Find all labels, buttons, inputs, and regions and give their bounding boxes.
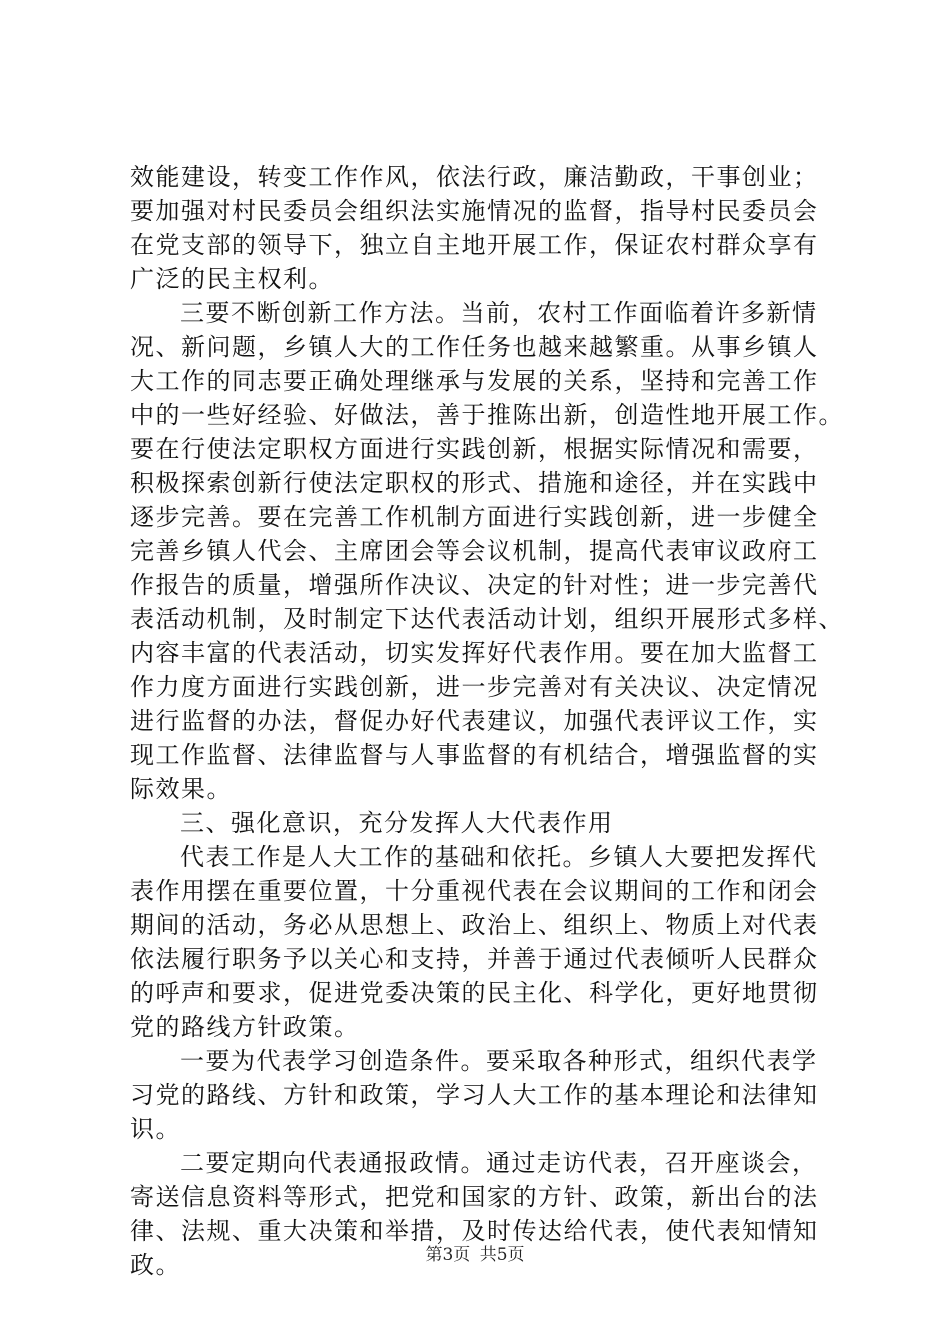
text-line: 逐步完善。要在完善工作机制方面进行实践创新，进一步健全 (130, 503, 819, 531)
text-line: 一要为代表学习创造条件。要采取各种形式，组织代表学 (180, 1047, 818, 1075)
page-number: 第3页 (425, 1245, 471, 1265)
text-line: 要加强对村民委员会组织法实施情况的监督，指导村民委员会 (130, 197, 819, 225)
text-line: 要在行使法定职权方面进行实践创新，根据实际情况和需要， (130, 435, 819, 463)
text-line: 寄送信息资料等形式，把党和国家的方针、政策，新出台的法 (130, 1183, 819, 1211)
text-line: 际效果。 (130, 775, 232, 803)
text-line: 依法履行职务予以关心和支持，并善于通过代表倾听人民群众 (130, 945, 819, 973)
document-body (130, 160, 844, 1282)
text-line: 的呼声和要求，促进党委决策的民主化、科学化，更好地贯彻 (130, 979, 819, 1007)
text-line: 现工作监督、法律监督与人事监督的有机结合，增强监督的实 (130, 741, 819, 769)
text-line: 进行监督的办法，督促办好代表建议，加强代表评议工作，实 (130, 707, 819, 735)
text-line: 在党支部的领导下，独立自主地开展工作，保证农村群众享有 (130, 231, 819, 259)
text-line: 完善乡镇人代会、主席团会等会议机制，提高代表审议政府工 (130, 537, 819, 565)
page-footer (0, 1240, 950, 1265)
text-line: 效能建设，转变工作作风，依法行政，廉洁勤政，干事创业； (130, 163, 819, 191)
text-line: 代表工作是人大工作的基础和依托。乡镇人大要把发挥代 (180, 843, 818, 871)
text-line: 表作用摆在重要位置，十分重视代表在会议期间的工作和闭会 (130, 877, 819, 905)
text-line: 况、新问题，乡镇人大的工作任务也越来越繁重。从事乡镇人 (130, 333, 819, 361)
text-line: 律、法规、重大决策和举措，及时传达给代表，使代表知情知 (130, 1217, 819, 1245)
text-line: 广泛的民主权利。 (130, 265, 334, 293)
text-line: 三要不断创新工作方法。当前，农村工作面临着许多新情 (180, 299, 818, 327)
text-line: 积极探索创新行使法定职权的形式、措施和途径，并在实践中 (130, 469, 819, 497)
text-line: 识。 (130, 1115, 181, 1143)
text-line: 表活动机制，及时制定下达代表活动计划，组织开展形式多样、 (130, 605, 844, 633)
text-line: 作力度方面进行实践创新，进一步完善对有关决议、决定情况 (130, 673, 819, 701)
section-heading: 三、强化意识，充分发挥人大代表作用 (180, 809, 614, 837)
text-line: 政。 (130, 1251, 181, 1279)
page-total: 共5页 (479, 1245, 525, 1265)
text-line: 大工作的同志要正确处理继承与发展的关系，坚持和完善工作 (130, 367, 819, 395)
text-line: 二要定期向代表通报政情。通过走访代表，召开座谈会， (180, 1149, 818, 1177)
text-line: 内容丰富的代表活动，切实发挥好代表作用。要在加大监督工 (130, 639, 819, 667)
text-line: 中的一些好经验、好做法，善于推陈出新，创造性地开展工作。 (130, 401, 844, 429)
text-line: 党的路线方针政策。 (130, 1013, 360, 1041)
text-line: 习党的路线、方针和政策，学习人大工作的基本理论和法律知 (130, 1081, 819, 1109)
text-line: 作报告的质量，增强所作决议、决定的针对性；进一步完善代 (130, 571, 819, 599)
text-line: 期间的活动，务必从思想上、政治上、组织上、物质上对代表 (130, 911, 819, 939)
